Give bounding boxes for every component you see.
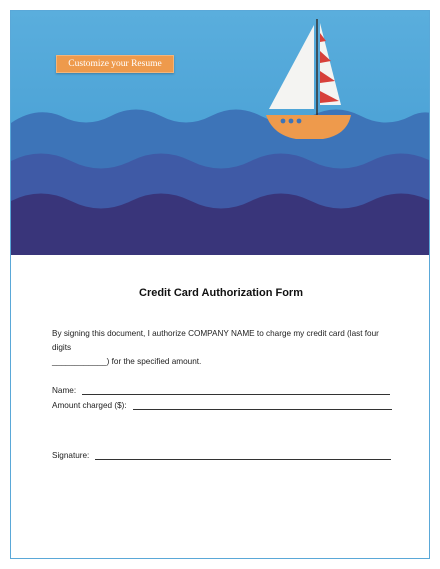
amount-line[interactable] bbox=[133, 399, 392, 410]
paragraph-line-1: By signing this document, I authorize COMPANY NAME to charge my credit card (last four digits bbox=[52, 329, 379, 352]
signature-label: Signature: bbox=[52, 451, 90, 460]
amount-field[interactable] bbox=[52, 399, 392, 410]
signature-line[interactable] bbox=[95, 449, 391, 460]
signature-field[interactable] bbox=[52, 449, 391, 460]
paragraph-line-2: ____________) for the specified amount. bbox=[52, 357, 202, 366]
document-page bbox=[10, 10, 430, 559]
name-label: Name: bbox=[52, 386, 77, 395]
authorization-paragraph bbox=[52, 327, 397, 369]
customize-resume-button[interactable]: Customize your Resume bbox=[56, 55, 174, 73]
ocean-banner bbox=[11, 11, 430, 255]
amount-label: Amount charged ($): bbox=[52, 401, 127, 410]
name-field[interactable] bbox=[52, 384, 390, 395]
form-title: Credit Card Authorization Form bbox=[139, 287, 303, 299]
name-line[interactable] bbox=[82, 384, 390, 395]
